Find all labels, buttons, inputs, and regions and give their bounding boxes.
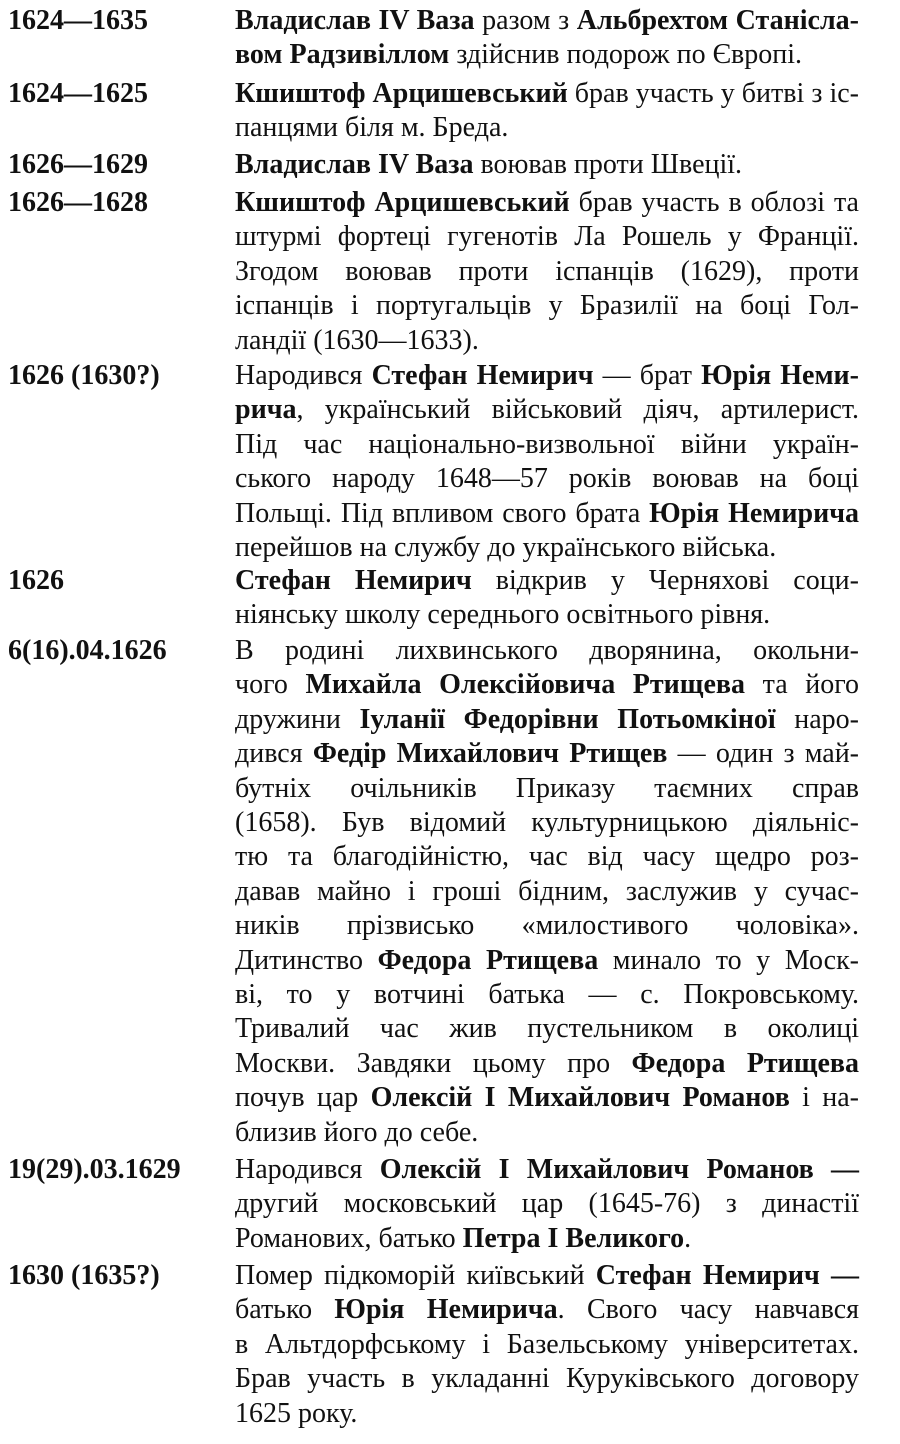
text-segment: ві, то у вотчині батька — с. Покровському. [235, 979, 859, 1011]
text-segment: тю та благодійністю, час від часу щедро роз- [235, 841, 859, 873]
text-segment: ського народу 1648—57 років воював на боці [235, 463, 859, 495]
text-segment: ніянську школу середнього освітнього рівня. [235, 599, 771, 631]
text-segment: Польщі. Під впливом свого брата [235, 497, 650, 529]
text-line [235, 111, 859, 145]
text-line [235, 497, 859, 531]
text-line [235, 1222, 859, 1256]
text-segment: Згодом воював проти іспанців (1629), проти [235, 255, 859, 287]
bold-name: Іуланії Федорівни Потьомкіної [359, 703, 776, 735]
text-segment: в Альтдорфському і Базельському університетах. [235, 1328, 859, 1360]
bold-name: Кшиштоф Арцишевський [235, 78, 568, 109]
entry-text [235, 634, 859, 1150]
text-segment: (1658). Був відомий культурницькою діяльніс- [235, 807, 859, 839]
text-segment: разом з [474, 5, 577, 36]
text-segment: брав участь в облозі та [569, 187, 859, 218]
text-segment: . [684, 1222, 692, 1254]
text-segment: давав майно і гроші бідним, заслужив у сучас- [235, 875, 859, 907]
bold-name: Олексій І Михайлович Романов — [379, 1154, 860, 1185]
text-line [235, 703, 859, 737]
text-line [235, 1293, 859, 1327]
entry-text [235, 4, 859, 73]
entry-date: 1630 (1635?) [8, 1260, 160, 1291]
text-segment: Брав участь в укладанні Куруківського договору [235, 1363, 859, 1395]
text-segment: і на- [789, 1082, 859, 1114]
text-line [235, 359, 859, 393]
bold-name: Юрія Немирича [649, 497, 859, 529]
bold-name: Михайла Олексійовича Ртищева [305, 669, 745, 701]
text-segment: Тривалий час жив пустельником в околиці [235, 1013, 859, 1045]
text-line [235, 875, 859, 909]
bold-name: Стефан Немирич — [595, 1260, 859, 1291]
text-line [235, 668, 859, 702]
text-line [235, 1328, 859, 1362]
text-line [235, 1362, 859, 1396]
text-segment: здійснив подорож по Європі. [449, 39, 803, 71]
bold-name: Федора Ртищева [377, 944, 599, 976]
bold-name: Владислав IV Ваза [235, 5, 475, 36]
text-segment: дружини [235, 703, 360, 735]
text-line [235, 1187, 859, 1221]
text-segment: дився [235, 738, 313, 770]
text-line [235, 255, 859, 289]
text-line [235, 220, 859, 254]
bold-name: Федір Михайлович Ртищев [312, 738, 668, 770]
text-segment: чого [235, 669, 306, 701]
text-segment: другий московський цар (1645-76) з династії [235, 1188, 859, 1220]
bold-name: Юрія Неми- [701, 360, 860, 391]
text-line [235, 4, 859, 38]
bold-name: Юрія Немирича [334, 1294, 558, 1326]
text-line [235, 462, 859, 496]
text-segment: Народився [235, 360, 372, 391]
text-line [235, 38, 859, 72]
text-segment: близив його до себе. [235, 1116, 479, 1148]
text-line [235, 598, 859, 632]
text-line [235, 1259, 859, 1293]
entry-text [235, 359, 859, 565]
text-segment: батько [235, 1294, 335, 1326]
text-line [235, 1047, 859, 1081]
text-segment: В родині лихвинського дворянина, окольни- [235, 635, 859, 666]
entry-date: 19(29).03.1629 [8, 1154, 181, 1185]
text-line [235, 1116, 859, 1150]
text-segment: наро- [775, 703, 859, 735]
text-segment: ників прізвисько «милостивого чоловіка». [235, 910, 859, 942]
text-line [235, 531, 859, 565]
text-line [235, 1081, 859, 1115]
text-segment: 1625 року. [235, 1397, 358, 1429]
text-segment: та його [745, 669, 860, 701]
text-segment: воював проти Швеції. [473, 149, 743, 180]
entry-text [235, 1259, 859, 1431]
text-line [235, 772, 859, 806]
text-segment: перейшов на службу до українського війська. [235, 532, 777, 564]
text-line [235, 1012, 859, 1046]
text-line [235, 148, 859, 182]
entry-text [235, 186, 859, 358]
entry-date: 1624—1625 [8, 78, 148, 109]
bold-name: вом Радзивіллом [235, 39, 450, 71]
text-line [235, 737, 859, 771]
entry-date: 1626 (1630?) [8, 360, 160, 391]
entry-text [235, 77, 859, 146]
bold-name: Стефан Немирич [235, 565, 472, 596]
text-segment: іспанців і португальців у Бразилії на боці Гол- [235, 290, 859, 322]
text-line [235, 978, 859, 1012]
text-segment: бутніх очільників Приказу таємних справ [235, 772, 859, 804]
bold-name: Федора Ртищева [631, 1047, 859, 1079]
text-segment: , український військовий діяч, артилерист. [296, 394, 859, 426]
text-segment: минало то у Моск- [598, 944, 860, 976]
bold-name: Альбрехтом Станісла- [576, 5, 859, 36]
text-segment: . Свого часу навчався [557, 1294, 860, 1326]
text-line [235, 324, 859, 358]
text-segment: почув цар [235, 1082, 371, 1114]
text-line [235, 944, 859, 978]
entry-date: 1626—1628 [8, 187, 148, 218]
entry-date: 1626 [8, 565, 64, 596]
text-line [235, 186, 859, 220]
text-line [235, 289, 859, 323]
bold-name: рича [235, 394, 297, 426]
text-line [235, 564, 859, 598]
text-segment: штурмі фортеці гугенотів Ла Рошель у Франції. [235, 221, 859, 253]
text-segment: Народився [235, 1154, 380, 1185]
text-segment: Під час національно-визвольної війни україн- [235, 428, 859, 460]
bold-name: Владислав IV Ваза [235, 149, 474, 180]
text-segment: панцями біля м. Бреда. [235, 112, 509, 144]
text-segment: ландії (1630—1633). [235, 324, 479, 356]
text-line [235, 1153, 859, 1187]
entry-text [235, 148, 859, 182]
text-line [235, 840, 859, 874]
text-line [235, 77, 859, 111]
entry-text [235, 564, 859, 633]
text-segment: брав участь у битві з іс- [567, 78, 859, 109]
text-segment: — один з май- [667, 738, 860, 770]
entry-date: 6(16).04.1626 [8, 635, 167, 666]
text-segment: Москви. Завдяки цьому про [235, 1047, 632, 1079]
text-line [235, 806, 859, 840]
bold-name: Олексій І Михайлович Романов [370, 1082, 790, 1114]
text-line [235, 909, 859, 943]
text-line [235, 393, 859, 427]
bold-name: Стефан Немирич [371, 360, 594, 391]
bold-name: Кшиштоф Арцишевський [235, 187, 570, 218]
text-segment: відкрив у Черняхові соци- [471, 565, 859, 596]
text-line [235, 428, 859, 462]
entry-text [235, 1153, 859, 1256]
bold-name: Петра І Великого [462, 1222, 685, 1254]
text-segment: — брат [593, 360, 702, 391]
entry-date: 1626—1629 [8, 149, 148, 180]
text-line [235, 634, 859, 668]
entry-date: 1624—1635 [8, 5, 148, 36]
text-line [235, 1397, 859, 1431]
text-segment: Помер підкоморій київський [235, 1260, 596, 1291]
text-segment: Дитинство [235, 944, 378, 976]
text-segment: Романових, батько [235, 1222, 463, 1254]
